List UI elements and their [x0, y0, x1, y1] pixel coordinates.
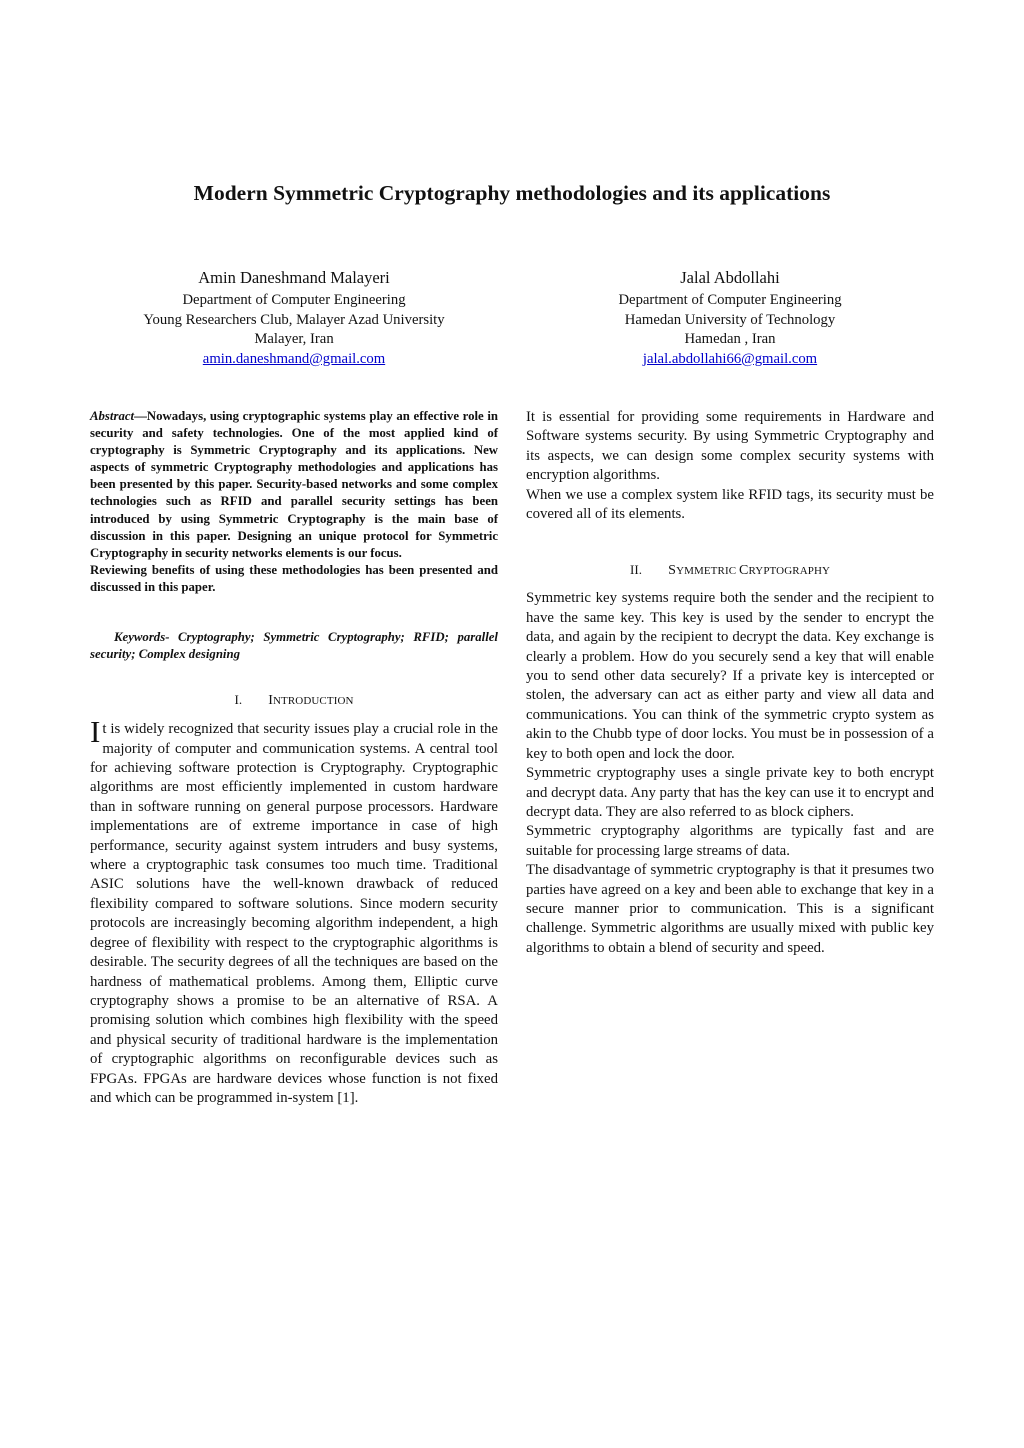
section-number: I.: [234, 692, 243, 708]
author-department: Department of Computer Engineering: [182, 292, 406, 308]
abstract-label: Abstract: [90, 409, 135, 423]
section-title-rest: YMMETRIC: [676, 565, 739, 578]
section-title-initial: C: [739, 563, 749, 579]
section-title-initial: I: [268, 693, 273, 709]
section-title-initial: S: [668, 563, 677, 579]
abstract-paragraph-2: Reviewing benefits of using these methodologies has been presented and discussed in this paper.: [90, 562, 498, 594]
body-paragraph: Symmetric cryptography algorithms are typically fast and are suitable for processing large streams of data.: [526, 823, 934, 859]
author-location: Hamedan , Iran: [684, 331, 776, 347]
paper-title: Modern Symmetric Cryptography methodologies and its applications: [193, 181, 831, 205]
section-heading-symmetric-cryptography: [526, 562, 934, 579]
abstract-dash: —: [134, 409, 147, 423]
author-location: Malayer, Iran: [254, 331, 334, 347]
body-paragraph: Symmetric key systems require both the sender and the recipient to have the same key. This key is used by the sender to encrypt the data, and again by the recipient to decrypt the data. Key exchange is clearly a problem. How do you securely send a key that will enable you to send other data securely? If a private key is intercepted or stolen, the adversary can act as either party and view all data and communications. You can think of the symmetric crypto system as akin to the Chubb type of door locks. You must be in possession of a key to both open and lock the door.: [526, 590, 934, 762]
section-title-rest: RYPTOGRAPHY: [748, 565, 831, 578]
introduction-paragraph: [90, 714, 498, 1108]
body-paragraph: Symmetric cryptography uses a single private key to both encrypt and decrypt data. Any party that has the key can use it to encrypt and decrypt data. They are also referred to as block ciphers.: [526, 765, 935, 820]
abstract: [90, 408, 498, 562]
author-name: Amin Daneshmand Malayeri: [198, 268, 390, 287]
author-email-link[interactable]: amin.daneshmand@gmail.com: [202, 350, 386, 367]
right-column: [526, 408, 934, 958]
author-name: Jalal Abdollahi: [680, 268, 780, 287]
author-department: Department of Computer Engineering: [618, 292, 842, 308]
section-number: II.: [629, 562, 643, 578]
body-paragraph: The disadvantage of symmetric cryptography is that it presumes two parties have agreed on a key and been able to exchange that key in a secure manner prior to communication. This is a significant challenge. Symmetric algorithms are usually mixed with public key algorithms to obtain a blend of security and speed.: [526, 862, 934, 956]
author-block-2: [526, 266, 934, 369]
author-institution: Young Researchers Club, Malayer Azad University: [143, 311, 445, 328]
keywords: Keywords- Cryptography; Symmetric Cryptography; RFID; parallel security; Complex designing: [90, 630, 498, 662]
section-title-rest: NTRODUCTION: [273, 695, 354, 708]
author-institution: Hamedan University of Technology: [624, 311, 836, 328]
body-paragraph: When we use a complex system like RFID tags, its security must be covered all of its elements.: [526, 486, 934, 523]
symmetric-section-body: [526, 589, 934, 958]
introduction-text: t is widely recognized that security issues play a crucial role in the majority of computer and communication systems. A central tool for achieving software protection is Cryptography. Cryptographic algorithms are most efficiently implemented in custom hardware than in software running on general purpose processors. Hardware implementations are of extreme importance in case of high performance, security against system intruders and busy systems, where a cryptographic task consumes too much time. Traditional ASIC solutions have the well-known drawback of reduced flexibility compared to software solutions. Since modern security protocols are increasingly becoming algorithm independent, a high degree of flexibility with respect to the cryptographic algorithms is desirable. The security degrees of all the techniques are based on the hardness of mathematical problems. Among them, Elliptic curve cryptography shows a promise to be an alternative of RSA. A promising solution which combines high flexibility with the speed and physical security of traditional hardware is the implementation of cryptographic algorithms on reconfigurable devices such as FPGAs. FPGAs are hardware devices whose function is not fixed and which can be programmed in-system [1].: [90, 721, 498, 1106]
author-block-1: [90, 266, 498, 369]
drop-cap: I: [90, 714, 101, 750]
abstract-text: Nowadays, using cryptographic systems play an effective role in security and safety technologies. One of the most applied kind of cryptography is Symmetric Cryptography and its applications. New aspects of symmetric Cryptography methodologies and applications has been presented by this paper. Security-based networks and some complex technologies such as RFID and parallel security settings has been introduced by using Symmetric Cryptography is the main base of discussion in this paper. Designing an unique protocol for Symmetric Cryptography in security networks elements is our focus.: [90, 409, 498, 560]
body-paragraph: It is essential for providing some requirements in Hardware and Software systems security. By using Symmetric Cryptography and its aspects, we can design some complex security systems with encryption algorithms.: [526, 409, 934, 484]
author-email-link[interactable]: jalal.abdollahi66@gmail.com: [642, 350, 818, 367]
section-heading-introduction: [90, 692, 498, 709]
left-column: [90, 408, 498, 1108]
